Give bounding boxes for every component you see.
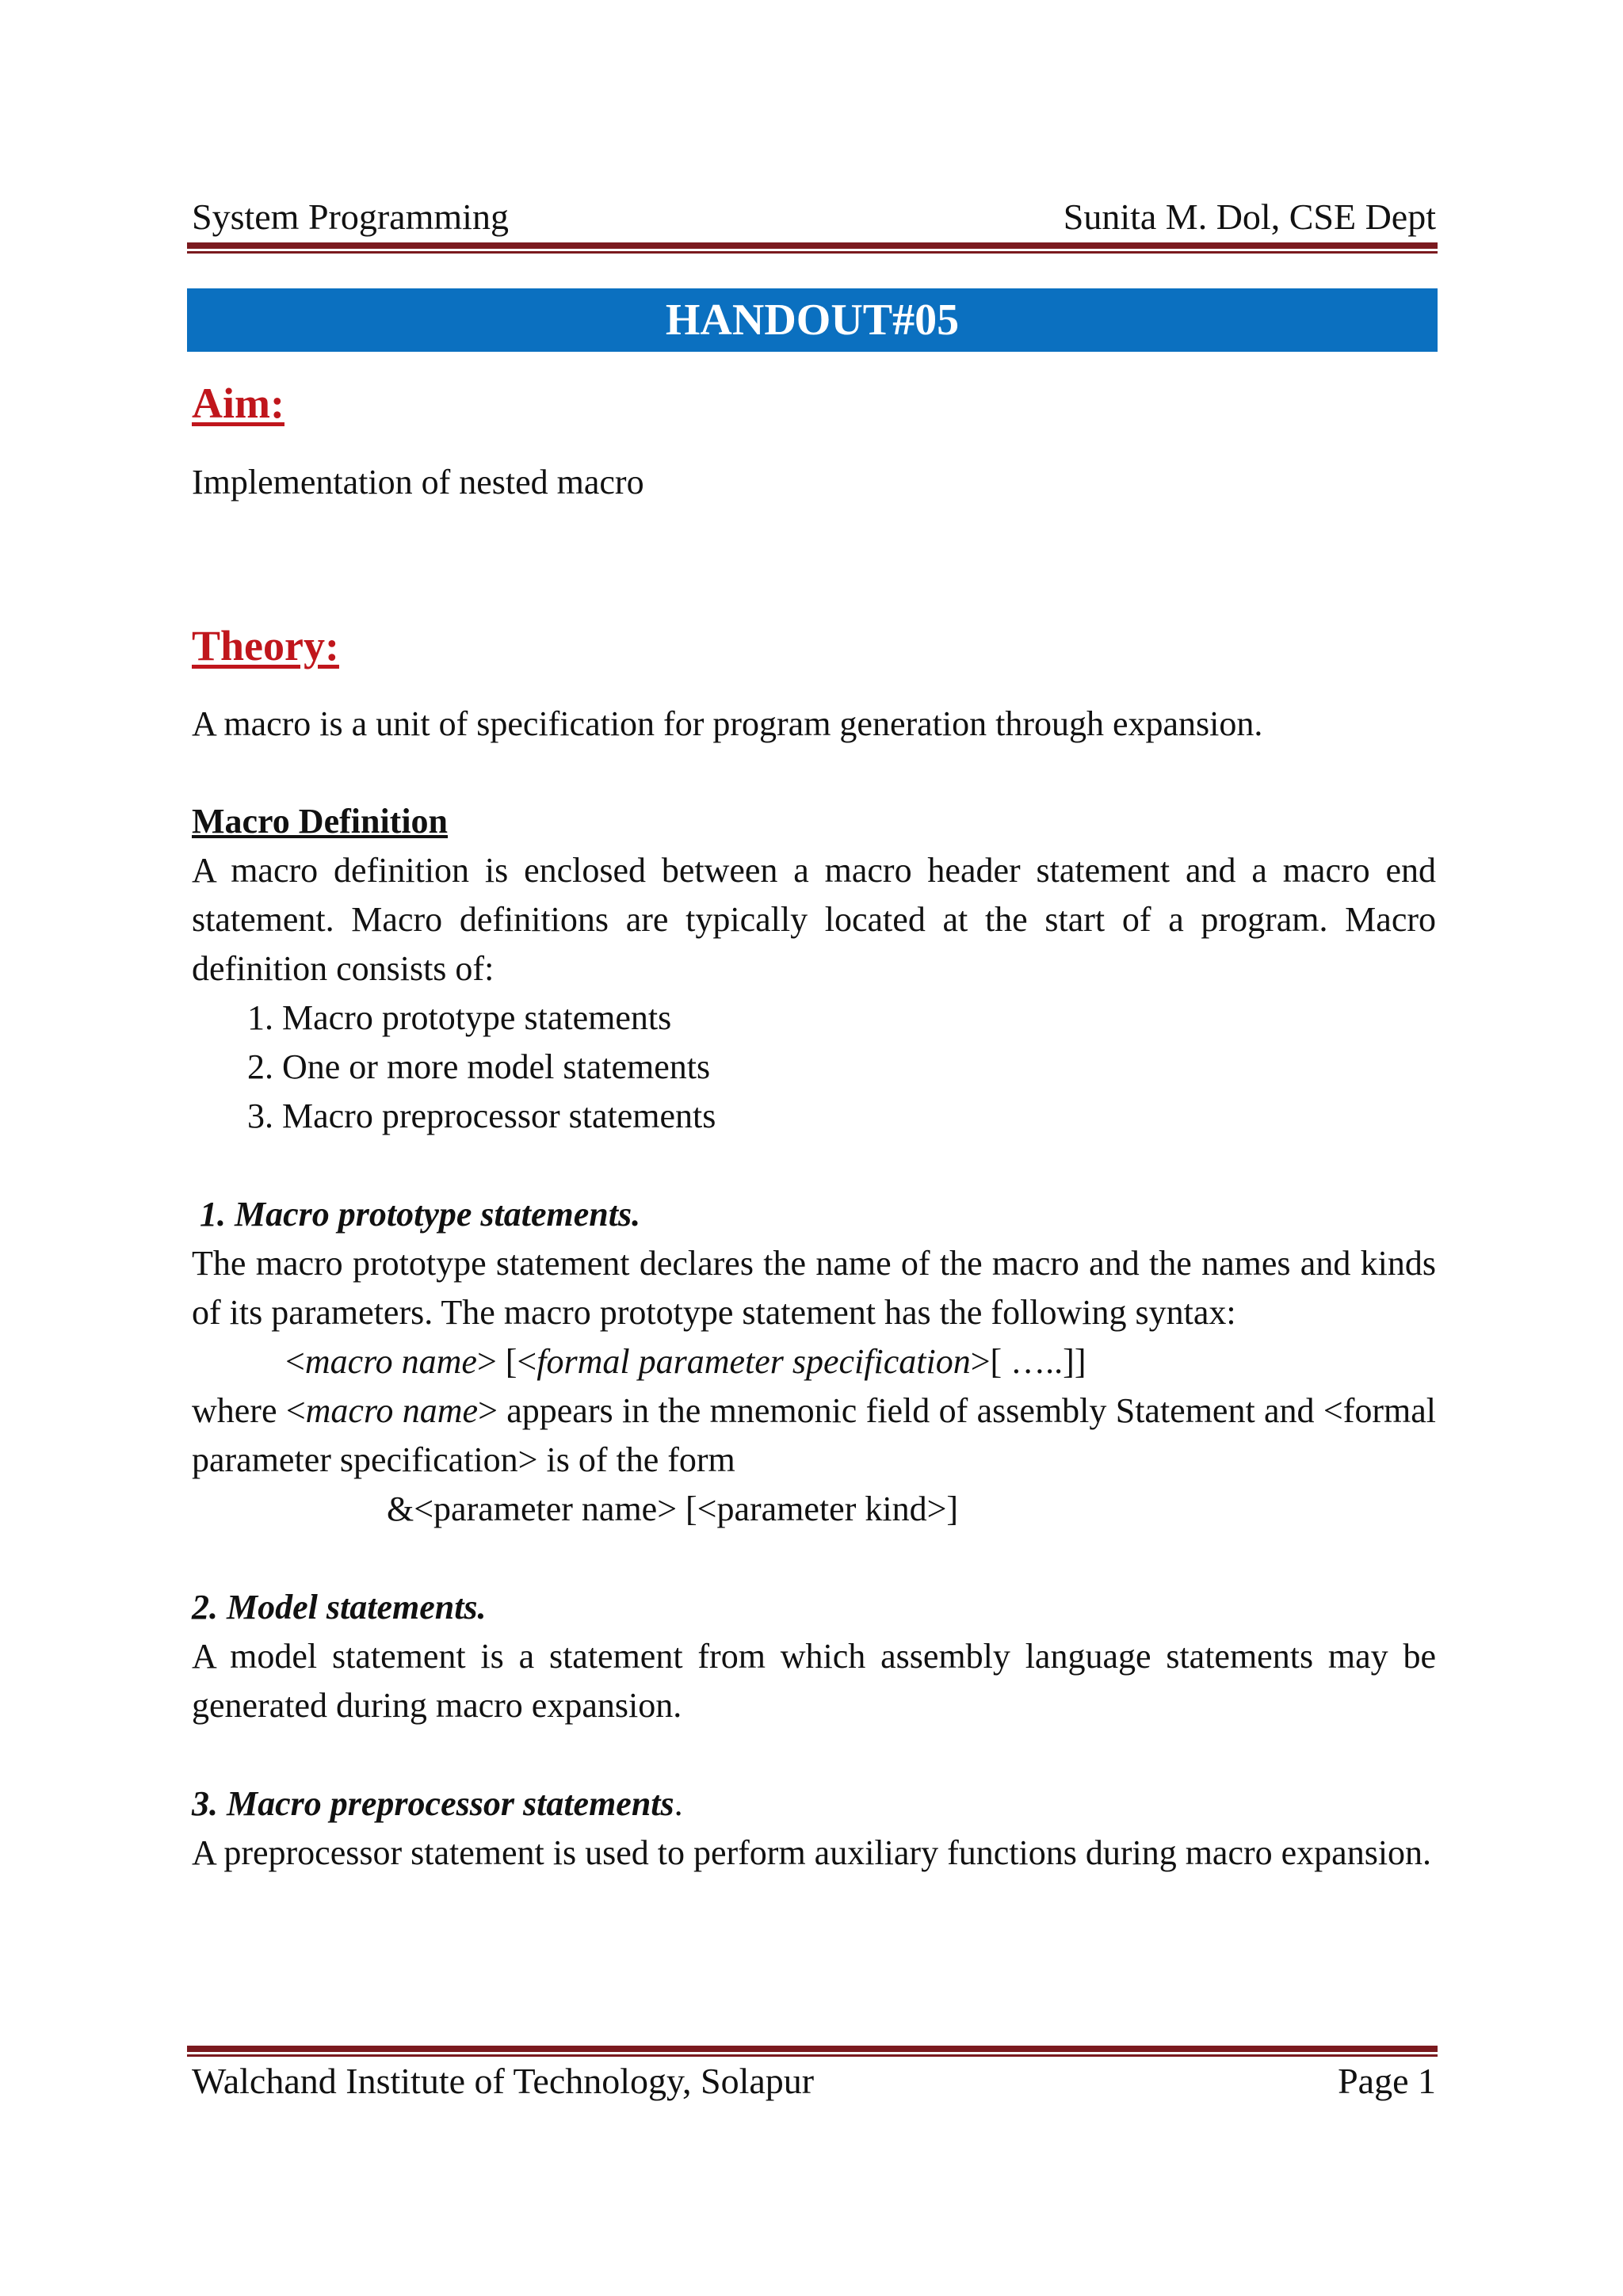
theory-heading: Theory:: [192, 622, 339, 669]
parameter-form: &<parameter name> [<parameter kind>]: [387, 1489, 959, 1528]
section1-heading: 1. Macro prototype statements.: [200, 1195, 641, 1234]
section2-text: A model statement is a statement from which assembly language statements may be generated during macro expansion.: [192, 1637, 1436, 1725]
section1-where-text: where <macro name> appears in the mnemonic field of assembly Statement and <formal parameter specification> is of the form: [192, 1391, 1436, 1479]
prototype-syntax: <macro name> [<formal parameter specification>[ …..]]: [285, 1342, 1086, 1381]
header-course: System Programming: [192, 196, 509, 237]
section3-text: A preprocessor statement is used to perform auxiliary functions during macro expansion.: [192, 1833, 1432, 1872]
list-item: 3. Macro preprocessor statements: [247, 1097, 716, 1135]
footer-rule: [187, 2046, 1438, 2057]
section1-text: The macro prototype statement declares the name of the macro and the names and kinds of its parameters. The macro prototype statement has the following syntax:: [192, 1244, 1436, 1332]
section3-heading: 3. Macro preprocessor statements: [192, 1784, 674, 1823]
header-rule: [187, 242, 1438, 254]
handout-banner: HANDOUT#05: [187, 288, 1438, 352]
footer-institute: Walchand Institute of Technology, Solapur: [192, 2061, 815, 2101]
page-header: [192, 190, 1436, 238]
section2-heading: 2. Model statements.: [192, 1588, 487, 1627]
theory-intro: A macro is a unit of specification for program generation through expansion.: [192, 704, 1263, 743]
aim-heading: Aim:: [192, 379, 285, 427]
header-author: Sunita M. Dol, CSE Dept: [1063, 196, 1436, 237]
list-item: 2. One or more model statements: [247, 1047, 711, 1086]
page-number: Page 1: [1338, 2061, 1436, 2101]
macro-definition-list: [247, 994, 716, 1141]
macro-definition-text: A macro definition is enclosed between a macro header statement and a macro end statement. Macro definitions are typically located at the start of a program. Macro definition consists of:: [192, 851, 1436, 988]
section3-heading-line: 3. Macro preprocessor statements.: [192, 1784, 683, 1823]
list-item: 1. Macro prototype statements: [247, 998, 672, 1037]
macro-definition-heading: Macro Definition: [192, 802, 449, 841]
aim-text: Implementation of nested macro: [192, 463, 644, 502]
page-footer: [192, 2060, 1436, 2102]
